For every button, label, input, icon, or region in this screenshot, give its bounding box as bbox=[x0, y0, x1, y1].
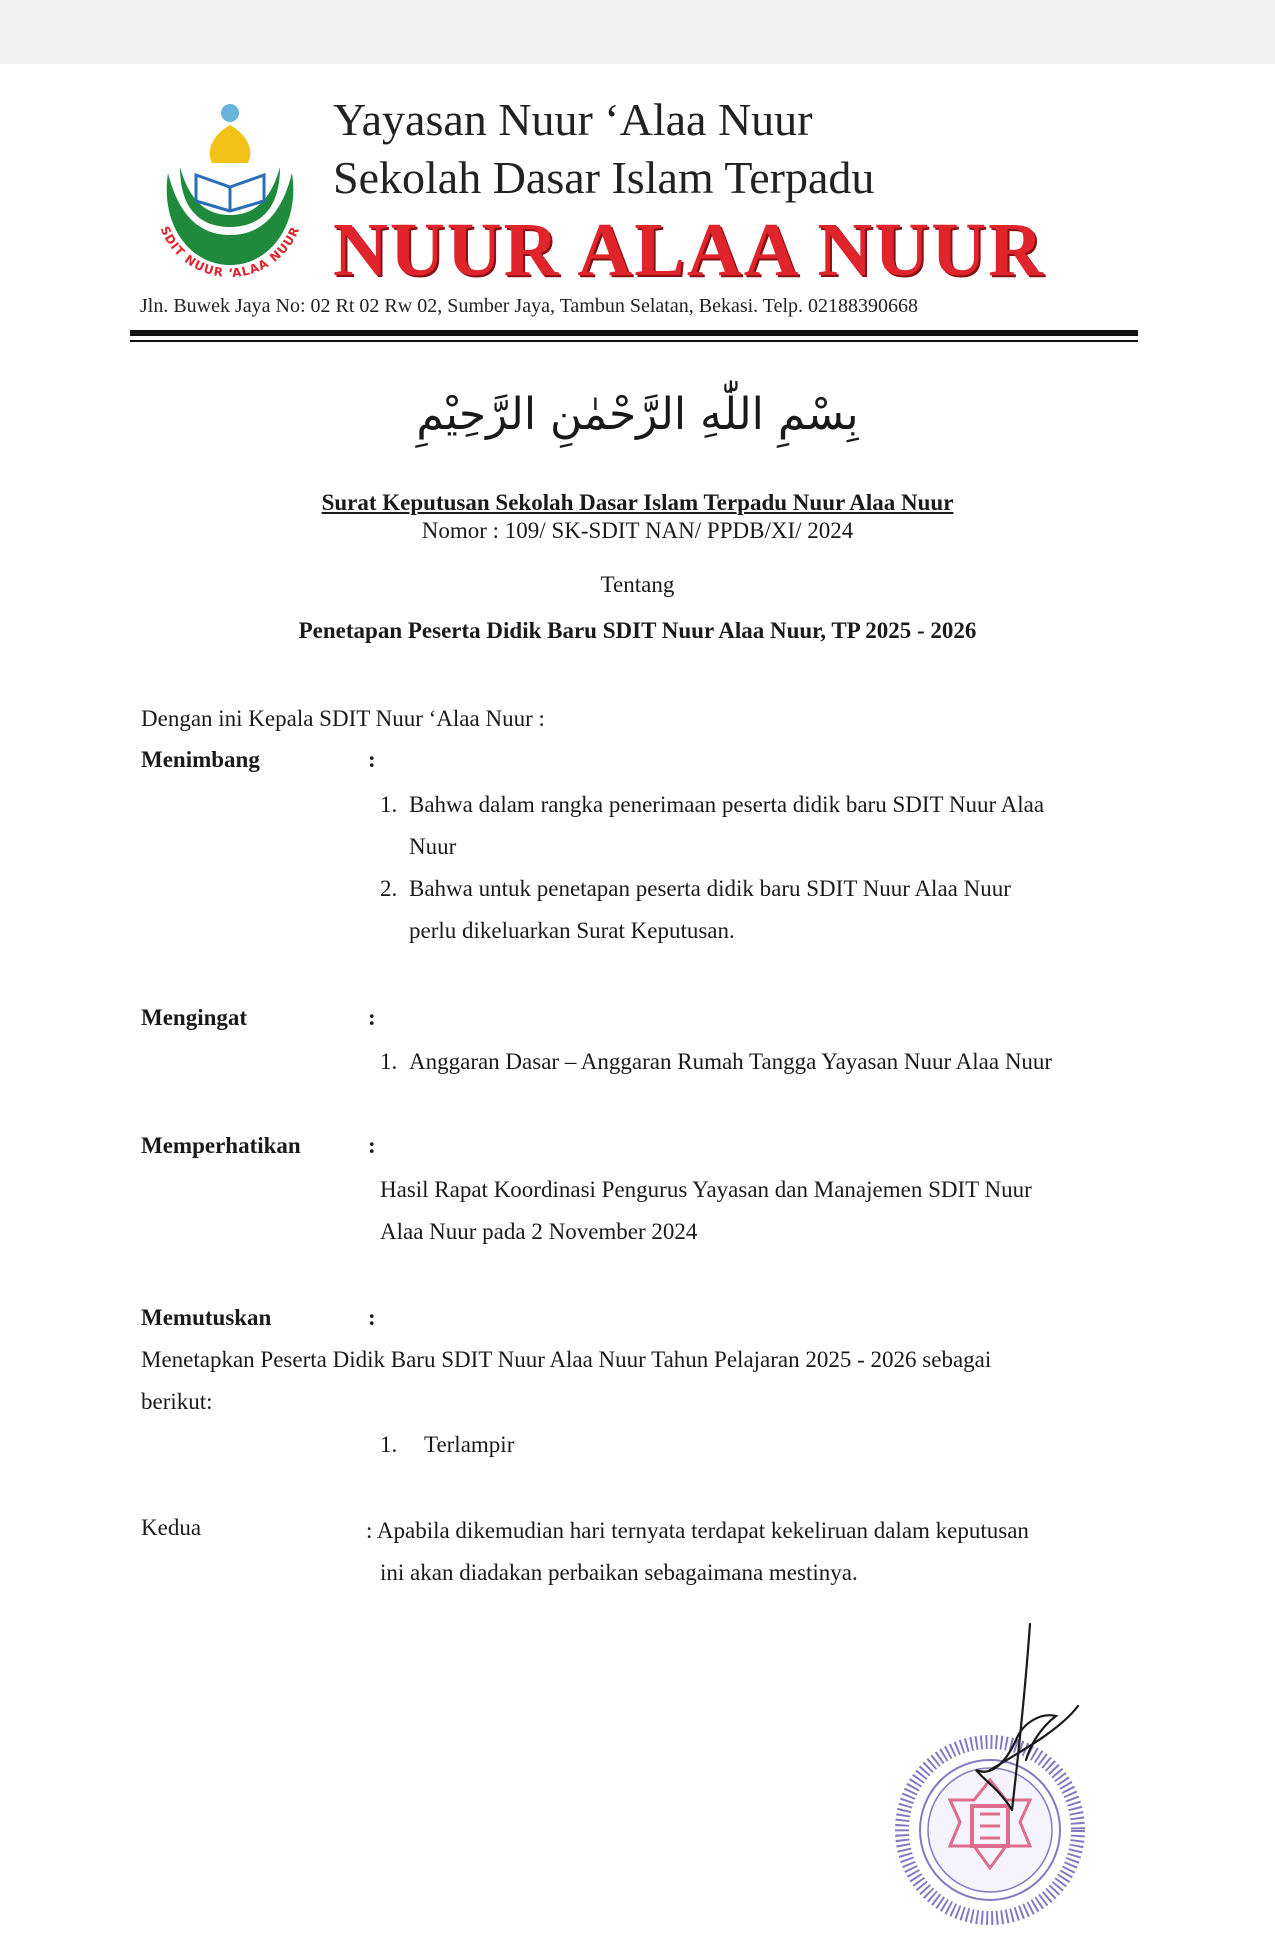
school-address: Jln. Buwek Jaya No: 02 Rt 02 Rw 02, Sumber Jaya, Tambun Selatan, Bekasi. Telp. 02188390668 bbox=[140, 295, 919, 317]
list-item-text: Terlampir bbox=[424, 1432, 515, 1457]
section-colon: : bbox=[368, 1133, 376, 1158]
letterhead-divider-thin bbox=[130, 340, 1138, 342]
section-label-mengingat: Mengingat bbox=[141, 1005, 248, 1030]
section-label-menimbang: Menimbang bbox=[141, 747, 260, 772]
school-logo bbox=[150, 95, 310, 285]
paragraph-text: Hasil Rapat Koordinasi Pengurus Yayasan dan Manajemen SDIT Nuur bbox=[380, 1177, 1032, 1202]
scan-top-margin bbox=[0, 0, 1275, 64]
section-label-memperhatikan: Memperhatikan bbox=[141, 1133, 301, 1158]
list-item-text: Nuur bbox=[409, 834, 457, 859]
section-colon: : bbox=[368, 1005, 376, 1030]
letterhead-divider bbox=[130, 330, 1138, 336]
stamp-and-signature bbox=[880, 1620, 1120, 1930]
section-label-kedua: Kedua bbox=[141, 1515, 202, 1540]
list-item-number: 1. bbox=[380, 1049, 398, 1074]
decree-title: Surat Keputusan Sekolah Dasar Islam Terpadu Nuur Alaa Nuur bbox=[321, 490, 954, 515]
list-item-text: Bahwa untuk penetapan peserta didik baru SDIT Nuur Alaa Nuur bbox=[409, 876, 1011, 901]
list-item-text: perlu dikeluarkan Surat Keputusan. bbox=[409, 918, 735, 943]
paragraph-text: Alaa Nuur pada 2 November 2024 bbox=[380, 1219, 698, 1244]
school-type: Sekolah Dasar Islam Terpadu bbox=[333, 152, 875, 203]
section-colon: : bbox=[368, 1305, 376, 1330]
intro-text: Dengan ini Kepala SDIT Nuur ‘Alaa Nuur : bbox=[141, 706, 545, 731]
paragraph-text: ini akan diadakan perbaikan sebagaimana mestinya. bbox=[380, 1560, 858, 1585]
svg-text:SDIT NUUR ‘ALAA NUUR: SDIT NUUR ‘ALAA NUUR bbox=[157, 224, 303, 281]
paragraph-text: Menetapkan Peserta Didik Baru SDIT Nuur Alaa Nuur Tahun Pelajaran 2025 - 2026 sebagai bbox=[141, 1347, 992, 1372]
list-item-text: Anggaran Dasar – Anggaran Rumah Tangga Yayasan Nuur Alaa Nuur bbox=[409, 1049, 1053, 1074]
list-item-number: 1. bbox=[380, 792, 398, 817]
bismillah-calligraphy: بِسْمِ اللّٰهِ الرَّحْمٰنِ الرَّحِيْمِ bbox=[416, 389, 859, 440]
school-brand-name: NUUR ALAA NUUR bbox=[333, 208, 1046, 292]
list-item-number: 2. bbox=[380, 876, 398, 901]
paragraph-text: : Apabila dikemudian hari ternyata terdapat kekeliruan dalam keputusan bbox=[366, 1518, 1029, 1543]
decree-number: Nomor : 109/ SK-SDIT NAN/ PPDB/XI/ 2024 bbox=[421, 518, 854, 543]
list-item-text: Bahwa dalam rangka penerimaan peserta didik baru SDIT Nuur Alaa bbox=[409, 792, 1045, 817]
list-item-number: 1. bbox=[380, 1432, 398, 1457]
official-stamp bbox=[902, 1742, 1078, 1918]
decree-subject: Penetapan Peserta Didik Baru SDIT Nuur Alaa Nuur, TP 2025 - 2026 bbox=[298, 618, 977, 643]
foundation-name: Yayasan Nuur ‘Alaa Nuur bbox=[333, 94, 813, 145]
section-label-memutuskan: Memutuskan bbox=[141, 1305, 272, 1330]
paragraph-text: berikut: bbox=[141, 1389, 213, 1414]
section-colon: : bbox=[368, 747, 376, 772]
about-label: Tentang bbox=[600, 572, 675, 597]
